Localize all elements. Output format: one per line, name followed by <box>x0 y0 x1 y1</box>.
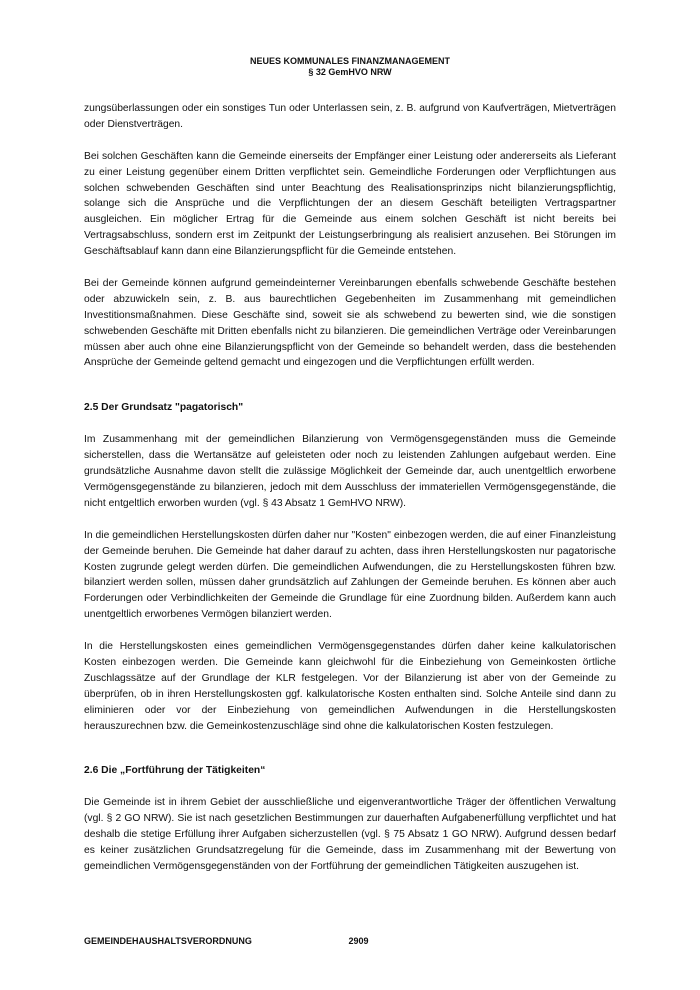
header-title: NEUES KOMMUNALES FINANZMANAGEMENT <box>250 56 450 66</box>
section-heading-2-6: 2.6 Die „Fortführung der Tätigkeiten“ <box>84 765 266 777</box>
paragraph: Bei solchen Geschäften kann die Gemeinde einerseits der Empfänger einer Leistung oder andererseits als Lieferant zu einer Leistung gegenüber einem Dritten verpflichtet sein. Gemeindliche Forderungen oder Verpflichtungen aus solchen schwebenden Geschäften sind unter Beachtung des Realisationsprinzips nicht bilanzierungspflichtig, solange sich die Ansprüche und die Verpflichtungen der an diesem Geschäft beteiligten Vertragspartner ausgleichen. Ein möglicher Ertrag für die Gemeinde aus einem solchen Geschäft ist nicht bereits bei Vertragsabschluss, sondern erst im Zeitpunkt der Leistungserbringung als realisiert anzusehen. Bei Störungen im Geschäftsablauf kann dann eine Bilanzierungspflicht für die Gemeinde entstehen. <box>84 150 616 258</box>
paragraph: In die Herstellungskosten eines gemeindlichen Vermögensgegenstandes dürfen daher keine kalkulatorischen Kosten einbezogen werden. Die Gemeinde kann gleichwohl für die Einbeziehung von Gemeinkosten örtliche Zuschlagssätze auf der Grundlage der KLR festgelegen. Vor der Bilanzierung ist aber von der Gemeinde zu überprüfen, ob in ihren Herstellungskosten ggf. kalkulatorische Kosten enthalten sind. Solche Anteile sind dann zu eliminieren oder vor der Einbeziehung von gemeindlichen Aufwendungen in die Herstellungskosten herauszurechnen bzw. die Gemeinkostenzuschläge sind ohne die kalkulatorischen Kosten festzulegen. <box>84 641 616 732</box>
paragraph: zungsüberlassungen oder ein sonstiges Tun oder Unterlassen sein, z. B. aufgrund von Kaufverträgen, Mietverträgen oder Dienstverträgen. <box>84 103 616 130</box>
page-number: 2909 <box>348 936 369 946</box>
header-subtitle: § 32 GemHVO NRW <box>308 67 392 77</box>
page-footer <box>84 936 369 947</box>
document-body <box>84 101 616 891</box>
paragraph: Die Gemeinde ist in ihrem Gebiet der ausschließliche und eigenverantwortliche Träger der öffentlichen Verwaltung (vgl. § 2 GO NRW). Sie ist nach gesetzlichen Bestimmungen zur dauerhaften Aufgabenerfüllung verpflichtet und hat deshalb die stetige Erfüllung ihrer Aufgaben sicherzustellen (vgl. § 75 Absatz 1 GO NRW). Aufgrund dessen bedarf es keiner zusätzlichen Grundsatzregelung für die Gemeinde, dass im Zusammenhang mit der Bewertung von gemeindlichen Vermögensgegenständen von der Fortführung der gemeindlichen Tätigkeiten auszugehen ist. <box>84 797 616 872</box>
footer-title: GEMEINDEHAUSHALTSVERORDNUNG <box>84 936 252 946</box>
section-heading-2-5: 2.5 Der Grundsatz "pagatorisch" <box>84 402 244 414</box>
paragraph: Bei der Gemeinde können aufgrund gemeindeinterner Vereinbarungen ebenfalls schwebende Geschäfte bestehen oder abzuwickeln sein, z. B. aus baurechtlichen Gegebenheiten im Zusammenhang mit gemeindlichen Investitionsmaßnahmen. Diese Geschäfte sind, soweit sie als schwebend zu bewerten sind, wie die sonstigen schwebenden Geschäfte mit Dritten ebenfalls nicht zu bilanzieren. Die gemeindlichen Verträge oder Vereinbarungen müssen aber auch ohne eine Bilanzierungspflicht von der Gemeinde so behandelt werden, dass die bestehenden Ansprüche der Gemeinde geltend gemacht und eingezogen und die Verpflichtungen erfüllt werden. <box>84 277 616 369</box>
paragraph: Im Zusammenhang mit der gemeindlichen Bilanzierung von Vermögensgegenständen muss die Gemeinde sicherstellen, dass die Wertansätze auf geleisteten oder noch zu leistenden Zahlungen aufgebaut werden. Eine grundsätzliche Ausnahme davon stellt die zulässige Möglichkeit der Gemeinde dar, auch unentgeltlich erworbene Vermögensgegenstände zu bilanzieren, jedoch mit dem Ausschluss der immateriellen Vermögensgegenstände, die nicht entgeltlich erworben wurden (vgl. § 43 Absatz 1 GemHVO NRW). <box>84 434 616 509</box>
paragraph: In die gemeindlichen Herstellungskosten dürfen daher nur "Kosten" einbezogen werden, die auf einer Finanzleistung der Gemeinde beruhen. Die Gemeinde hat daher darauf zu achten, dass ihren Herstellungskosten nur pagatorische Kosten zugrunde gelegt werden dürfen. Die gemeindlichen Aufwendungen, die zu Herstellungskosten führen bzw. bilanziert werden sollen, müssen daher grundsätzlich auf Zahlungen der Gemeinde beruhen. Es können aber auch Forderungen oder Verbindlichkeiten der Gemeinde die Grundlage für eine Zuordnung bilden. Außerdem kann auch unentgeltlich erworbenes Vermögen bilanziert werden. <box>84 529 616 621</box>
page-header <box>0 56 700 78</box>
